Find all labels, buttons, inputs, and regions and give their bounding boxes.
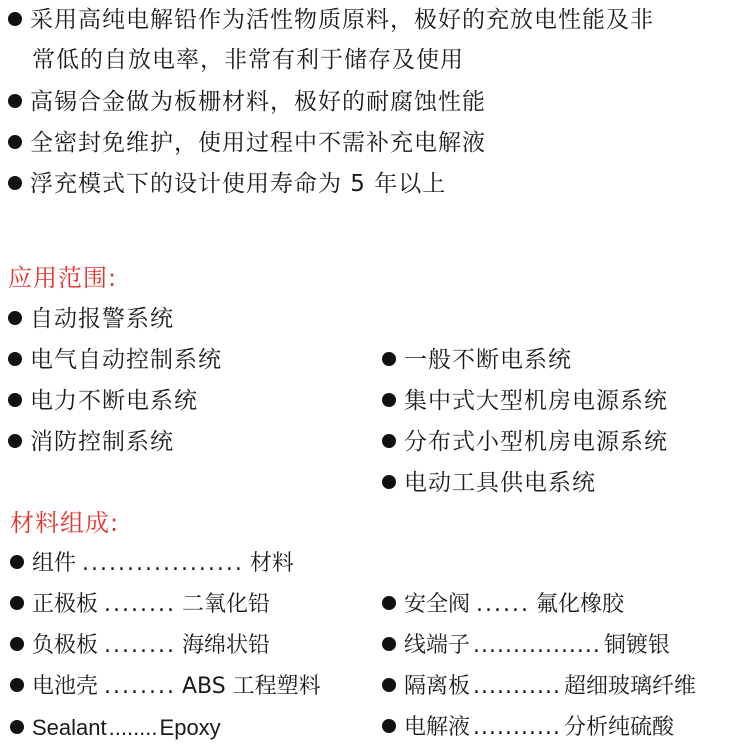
bullet-icon	[8, 311, 22, 325]
application-text: 自动报警系统	[30, 306, 174, 332]
bullet-icon	[8, 352, 22, 366]
material-name: 隔离板	[404, 674, 471, 699]
bullet-icon	[8, 135, 22, 149]
feature-item-3	[8, 128, 486, 158]
applications-heading: 应用范围:	[8, 264, 118, 292]
feature-item-4	[8, 169, 446, 199]
application-item	[382, 468, 596, 498]
leader-dots: ........	[104, 633, 176, 658]
leader-dots: ........	[108, 715, 158, 740]
leader-dots: ......	[476, 592, 530, 617]
bullet-icon	[8, 94, 22, 108]
material-name: 负极板	[32, 633, 99, 658]
bullet-icon	[382, 475, 396, 489]
application-text: 消防控制系统	[30, 429, 174, 455]
feature-text: 采用高纯电解铅作为活性物质原料，极好的充放电性能及非	[30, 7, 654, 33]
leader-dots: ................	[473, 633, 601, 658]
application-text: 一般不断电系统	[404, 347, 572, 373]
bullet-icon	[10, 596, 24, 610]
leader-dots: ..................	[82, 551, 244, 576]
application-text: 电力不断电系统	[30, 388, 198, 414]
material-row	[382, 672, 696, 702]
bullet-icon	[382, 596, 396, 610]
material-value: 分析纯硫酸	[563, 715, 674, 740]
leader-dots: ...........	[473, 674, 561, 699]
application-item	[382, 345, 572, 375]
application-item	[8, 386, 198, 416]
bullet-icon	[10, 637, 24, 651]
application-text: 分布式小型机房电源系统	[404, 429, 668, 455]
material-row	[382, 590, 624, 620]
application-item	[8, 345, 222, 375]
bullet-icon	[382, 719, 396, 733]
material-name: 组件	[32, 551, 77, 576]
bullet-icon	[10, 678, 24, 692]
material-row	[10, 549, 294, 579]
material-value: Epoxy	[159, 715, 221, 740]
leader-dots: ........	[104, 592, 176, 617]
application-item	[382, 427, 668, 457]
material-name: 线端子	[404, 633, 471, 658]
material-value: 海绵状铅	[181, 633, 270, 658]
material-row	[382, 631, 670, 661]
bullet-icon	[10, 555, 24, 569]
material-value: 材料	[249, 551, 294, 576]
bullet-icon	[382, 352, 396, 366]
feature-item-1-continued	[8, 45, 464, 75]
material-value: 铜镀银	[603, 633, 670, 658]
feature-text: 浮充模式下的设计使用寿命为 5 年以上	[30, 171, 447, 197]
bullet-icon	[382, 434, 396, 448]
material-value: 氟化橡胶	[535, 592, 624, 617]
application-item	[382, 386, 668, 416]
material-row	[10, 672, 321, 702]
bullet-icon	[8, 12, 22, 26]
material-value: ABS 工程塑料	[181, 674, 321, 699]
bullet-icon	[8, 176, 22, 190]
material-row	[10, 713, 221, 743]
bullet-icon	[8, 393, 22, 407]
application-item	[8, 427, 174, 457]
bullet-icon	[10, 720, 24, 734]
bullet-icon	[382, 678, 396, 692]
material-name: 安全阀	[404, 592, 471, 617]
material-row	[382, 713, 674, 743]
leader-dots: ...........	[473, 715, 561, 740]
feature-text: 常低的自放电率，非常有利于储存及使用	[32, 47, 464, 73]
material-row	[10, 590, 270, 620]
material-value: 超细玻璃纤维	[563, 674, 696, 699]
feature-item-1	[8, 5, 654, 35]
material-name: 电解液	[404, 715, 471, 740]
feature-item-2	[8, 87, 486, 117]
bullet-icon	[8, 434, 22, 448]
feature-text: 高锡合金做为板栅材料，极好的耐腐蚀性能	[30, 89, 486, 115]
material-name: 电池壳	[32, 674, 99, 699]
leader-dots: ........	[104, 674, 176, 699]
materials-heading: 材料组成:	[10, 509, 120, 537]
application-text: 电气自动控制系统	[30, 347, 222, 373]
feature-text: 全密封免维护，使用过程中不需补充电解液	[30, 130, 486, 156]
application-text: 集中式大型机房电源系统	[404, 388, 668, 414]
bullet-icon	[382, 637, 396, 651]
material-value: 二氧化铅	[181, 592, 270, 617]
material-name: 正极板	[32, 592, 99, 617]
material-row	[10, 631, 270, 661]
bullet-icon	[382, 393, 396, 407]
material-name: Sealant	[32, 715, 107, 740]
application-text: 电动工具供电系统	[404, 470, 596, 496]
application-item	[8, 304, 174, 334]
